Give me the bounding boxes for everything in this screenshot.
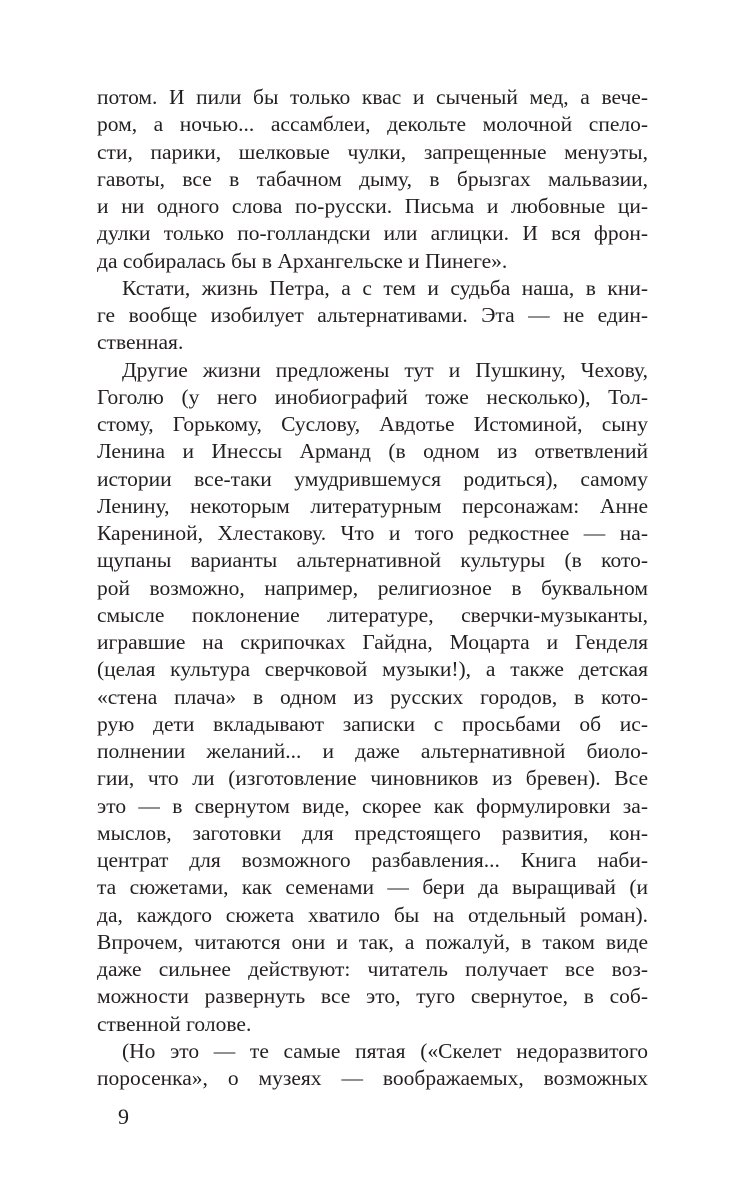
text-line: поросенка», о музеях — воображаемых, возможных bbox=[97, 1066, 648, 1090]
text-line: рую дети вкладывают записки с просьбами об ис- bbox=[97, 711, 648, 736]
text-line: «стена плача» в одном из русских городов, в кото- bbox=[97, 684, 648, 709]
text-line: гии, что ли (изготовление чиновников из бревен). Все bbox=[97, 766, 648, 791]
text-line: Гоголю (у него инобиографий тоже несколько), Тол- bbox=[97, 384, 648, 409]
text-line: смысле поклонение литературе, сверчки-музыканты, bbox=[97, 602, 648, 627]
text-line: Другие жизни предложены тут и Пушкину, Чехову, bbox=[122, 357, 648, 382]
text-line: Ленину, некоторым литературным персонажам: Анне bbox=[97, 493, 648, 518]
text-line: даже сильнее действуют: читатель получает все воз- bbox=[97, 957, 648, 981]
text-line: та сюжетами, как семенами — бери да выращивай (и bbox=[97, 875, 648, 900]
text-line: Карениной, Хлестакову. Что и того редкостнее — на- bbox=[97, 521, 648, 545]
text-line: истории все-таки умудрившемуся родиться), самому bbox=[97, 466, 648, 491]
text-line: потом. И пили бы только квас и сыченый мед, а вече- bbox=[97, 85, 648, 109]
text-line: (целая культура сверчковой музыки!), а также детская bbox=[97, 657, 648, 682]
text-line: ром, а ночью... ассамблеи, декольте молочной спело- bbox=[97, 112, 648, 137]
text-line: да, каждого сюжета хватило бы на отдельный роман). bbox=[97, 902, 648, 927]
text-line: можности развернуть все это, туго свернутое, в соб- bbox=[97, 984, 648, 1009]
page-number: 9 bbox=[118, 1104, 129, 1129]
text-line: ственной голове. bbox=[97, 1011, 252, 1036]
text-line: (Но это — те самые пятая («Скелет недоразвитого bbox=[122, 1038, 648, 1063]
text-line: ственная. bbox=[97, 330, 184, 355]
body-text bbox=[97, 84, 648, 1092]
text-line: полнении желаний... и даже альтернативной биоло- bbox=[97, 739, 648, 763]
text-line: это — в свернутом виде, скорее как формулировки за- bbox=[97, 793, 648, 818]
text-line: мыслов, заготовки для предстоящего развития, кон- bbox=[97, 820, 648, 845]
text-line: да собиралась бы в Архангельске и Пинеге». bbox=[97, 248, 508, 273]
text-line: и ни одного слова по-русски. Письма и любовные ци- bbox=[97, 194, 648, 218]
text-line: дулки только по-голландски или аглицки. И вся фрон- bbox=[97, 221, 648, 246]
text-line: стому, Горькому, Суслову, Авдотье Истоминой, сыну bbox=[97, 412, 648, 436]
text-line: сти, парики, шелковые чулки, запрещенные менуэты, bbox=[97, 139, 648, 164]
text-line: Ленина и Инессы Арманд (в одном из ответвлений bbox=[97, 439, 648, 464]
text-line: рой возможно, например, религиозное в буквальном bbox=[97, 575, 648, 600]
text-line: Кстати, жизнь Петра, а с тем и судьба наша, в кни- bbox=[122, 275, 648, 300]
text-line: ге вообще изобилует альтернативами. Эта — не един- bbox=[97, 303, 648, 327]
text-line: щупаны варианты альтернативной культуры (в кото- bbox=[97, 548, 648, 573]
text-line: игравшие на скрипочках Гайдна, Моцарта и Генделя bbox=[97, 630, 648, 654]
text-line: гавоты, все в табачном дыму, в брызгах мальвазии, bbox=[97, 166, 648, 191]
text-line: центрат для возможного разбавления... Книга наби- bbox=[97, 848, 648, 872]
text-line: Впрочем, читаются они и так, а пожалуй, в таком виде bbox=[97, 929, 648, 954]
